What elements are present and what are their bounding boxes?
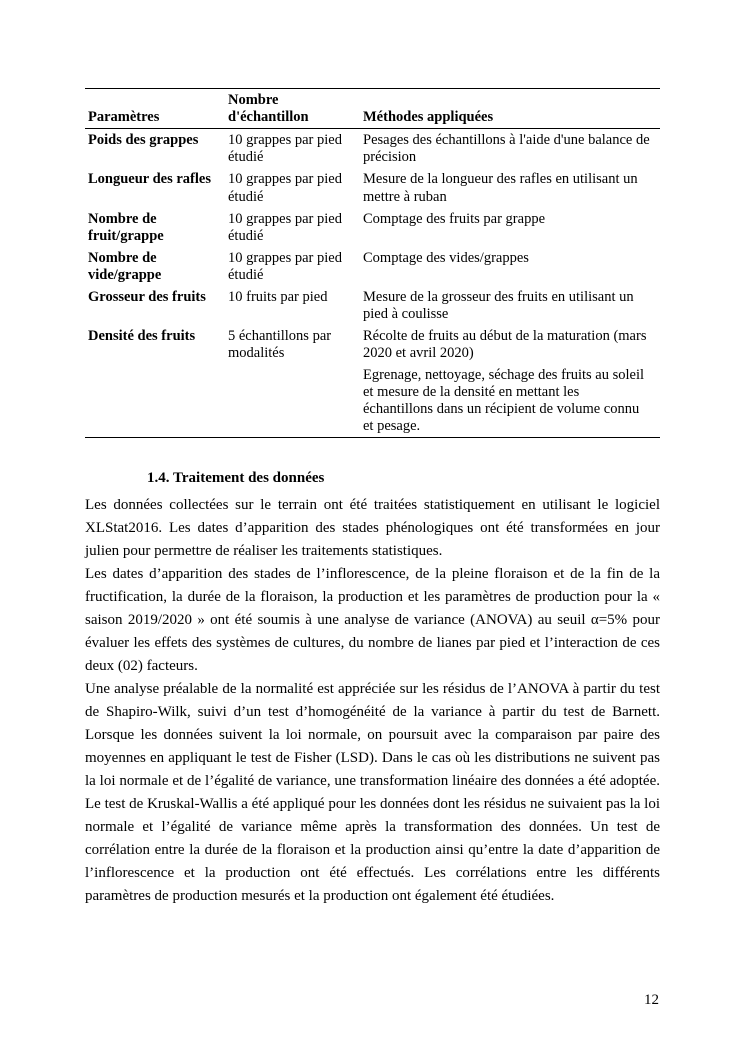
body-paragraph: Les dates d’apparition des stades de l’inflorescence, de la pleine floraison et de la fin de la fructification, la durée de la floraison, la production et les paramètres de production pour la « saison 2019/2020 » ont été soumis à une analyse de variance (ANOVA) au seuil α=5% pour évaluer les effets des systèmes de cultures, du nombre de lianes par pied et l’interaction de ces deux (02) facteurs. <box>85 565 660 674</box>
table-row <box>85 325 660 437</box>
param-cell: Densité des fruits <box>88 328 196 345</box>
param-cell: Grosseur des fruits <box>88 289 206 306</box>
sample-cell: 5 échantillons par modalités <box>228 328 332 362</box>
table-row <box>85 129 660 169</box>
page-number: 12 <box>644 992 659 1008</box>
method-cell <box>360 325 660 437</box>
table-header-row <box>85 89 660 129</box>
table-row <box>85 286 660 325</box>
section-heading: 1.4. Traitement des données <box>147 469 325 486</box>
sample-cell: 10 fruits par pied <box>228 289 328 306</box>
body-paragraph: Les données collectées sur le terrain ont été traitées statistiquement en utilisant le logiciel XLStat2016. Les dates d’apparition des stades phénologiques ont été transformées en jour julien pour permettre de réaliser les traitements statistiques. <box>85 496 660 559</box>
param-cell: Nombre de vide/grappe <box>88 249 162 283</box>
body-paragraph: Une analyse préalable de la normalité est appréciée sur les résidus de l’ANOVA à partir du test de Shapiro-Wilk, suivi d’un test d’homogénéité de la variance à partir du test de Barnett. Lorsque les données suivent la loi normale, on poursuit avec la comparaison par paire des moyennes en appliquant le test de Fisher (LSD). Dans le cas où les distributions ne suivent pas la loi normale et de l’égalité de variance, une transformation linéaire des données a été adoptée. Le test de Kruskal-Wallis a été appliqué pour les données dont les résidus ne suivaient pas la loi normale et l’égalité de variance même après la transformation des données. Un test de corrélation entre la durée de la floraison et la production ainsi qu’entre la date d’apparition de l’inflorescence et la production ont été effectués. Les corrélations entre les différents paramètres de production mesurés et la production ont également été étudiées. <box>85 680 660 904</box>
table-row <box>85 168 660 207</box>
methods-table <box>85 88 660 438</box>
method-paragraph-1: Récolte de fruits au début de la maturation (mars 2020 et avril 2020) <box>363 328 647 362</box>
table-row <box>85 247 660 286</box>
method-paragraph-2: Egrenage, nettoyage, séchage des fruits au soleil et mesure de la densité en mettant les échantillons dans un récipient de volume connu et pesage. <box>363 366 645 434</box>
param-cell: Nombre de fruit/grappe <box>88 210 164 244</box>
table-row <box>85 208 660 247</box>
param-cell: Longueur des rafles <box>88 171 211 188</box>
method-cell: Mesure de la longueur des rafles en utilisant un mettre à ruban <box>363 171 638 205</box>
col-header-parametres: Paramètres <box>85 89 225 129</box>
sample-cell: 10 grappes par pied étudié <box>228 249 342 283</box>
col-header-nombre-echantillon: Nombre d'échantillon <box>225 89 360 129</box>
sample-cell: 10 grappes par pied étudié <box>228 171 342 205</box>
col-header-methodes: Méthodes appliquées <box>360 89 660 129</box>
method-cell: Mesure de la grosseur des fruits en utilisant un pied à coulisse <box>363 289 634 323</box>
method-cell: Comptage des fruits par grappe <box>363 210 546 227</box>
sample-cell: 10 grappes par pied étudié <box>228 210 342 244</box>
sample-cell: 10 grappes par pied étudié <box>228 132 342 166</box>
method-cell: Pesages des échantillons à l'aide d'une balance de précision <box>363 132 650 166</box>
method-cell: Comptage des vides/grappes <box>363 249 529 266</box>
param-cell: Poids des grappes <box>88 132 199 149</box>
